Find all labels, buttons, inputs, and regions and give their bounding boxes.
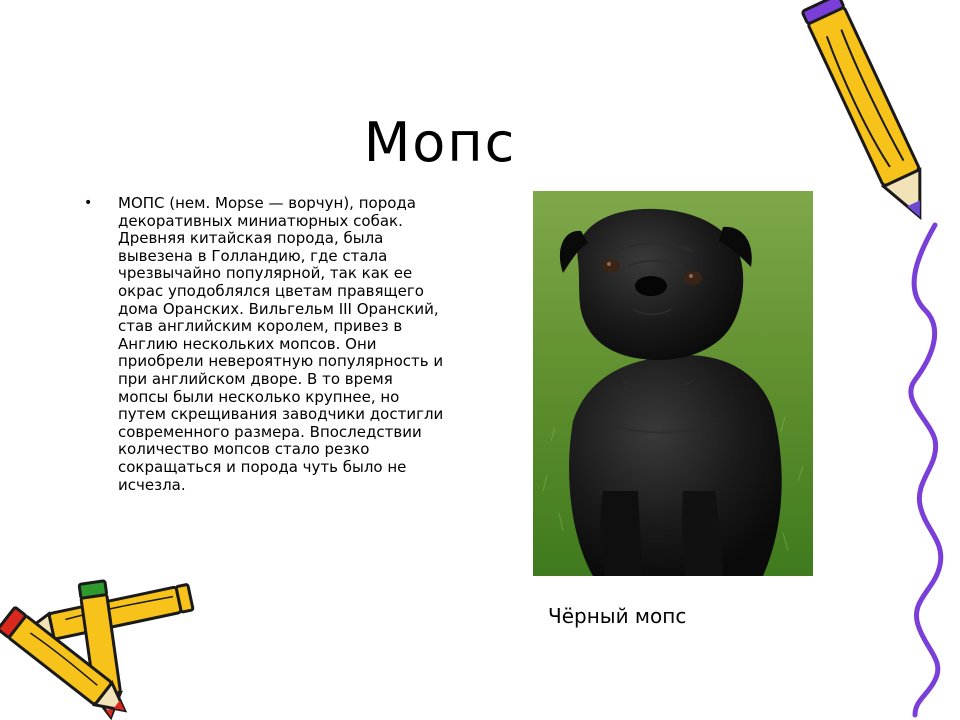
pug-photo <box>533 191 813 576</box>
body-paragraph: МОПС (нем. Mopse — ворчун), порода декоративных миниатюрных собак. Древняя китайская порода, была вывезена в Голландию, где стала чрезвычайно популярной, так как ее окрас уподоблялся цветам правящего дома Оранских. Вильгельм III Оранский, став английским королем, привез в Англию нескольких мопсов. Они приобрели невероятную популярность и при английском дворе. В то время мопсы были несколько крупнее, но путем скрещивания заводчики достигли современного размера. Впоследствии количество мопсов стало резко сокращаться и порода чуть было не исчезла. <box>118 194 444 494</box>
pug-nose <box>635 276 667 296</box>
bullet-marker: • <box>84 195 93 211</box>
pug-eye-right <box>684 271 702 285</box>
pug-body <box>569 355 782 576</box>
crossed-pencils-icon <box>0 581 193 720</box>
pug-front-leg-left <box>600 491 643 576</box>
slide-title: Мопс <box>363 111 517 174</box>
photo-caption: Чёрный мопс <box>548 604 687 628</box>
pencil-icon <box>802 0 938 225</box>
squiggle-line-icon <box>911 225 941 715</box>
body-text-block <box>86 195 446 494</box>
pug-eye-left <box>602 259 620 273</box>
pug-photo-illustration <box>533 191 813 576</box>
